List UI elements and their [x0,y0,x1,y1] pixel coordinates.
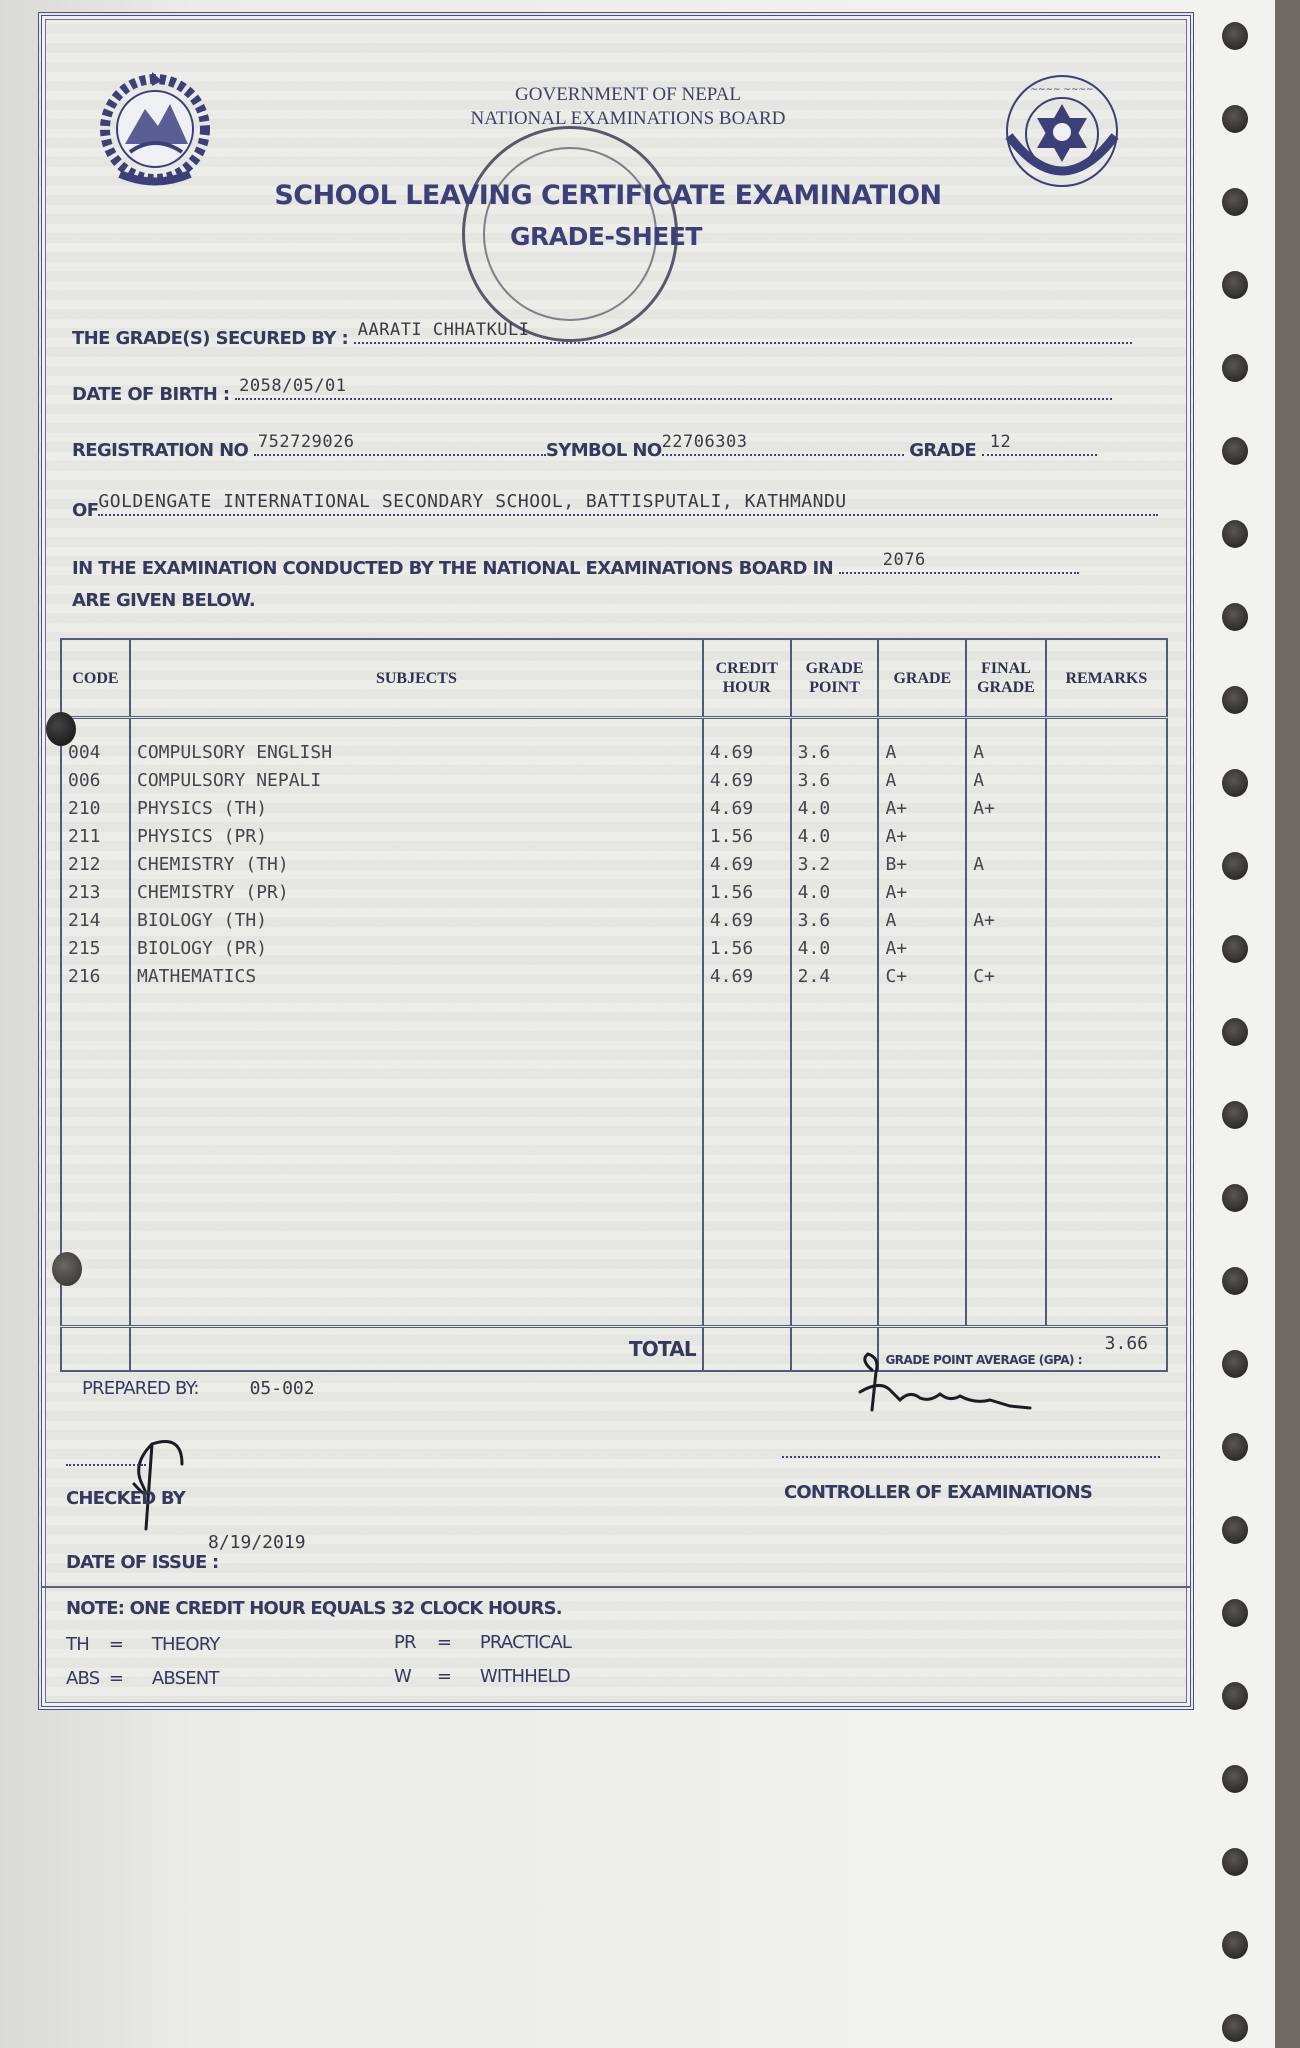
grade-sheet [38,12,1194,1710]
punch-hole [1222,1765,1248,1793]
cell-grade-point: 4.0 [791,795,879,823]
exam-conducted-label: IN THE EXAMINATION CONDUCTED BY THE NATIONAL EXAMINATIONS BOARD IN [72,558,834,579]
grade-label: GRADE [909,440,977,461]
credit-hour-note: NOTE: ONE CREDIT HOUR EQUALS 32 CLOCK HOURS. [66,1598,562,1619]
cell-subject: COMPULSORY ENGLISH [130,739,703,767]
cell-remarks [1046,823,1167,851]
prepared-by-value: 05-002 [249,1378,315,1399]
cell-remarks [1046,739,1167,767]
cell-grade-point: 3.2 [791,851,879,879]
cell-remarks [1046,851,1167,879]
cell-grade: A+ [878,795,966,823]
total-credit [703,1327,791,1372]
controller-line [782,1456,1160,1458]
table-filler [61,991,1167,1327]
punch-hole [1222,1350,1248,1378]
school-name: GOLDENGATE INTERNATIONAL SECONDARY SCHOOL, BATTISPUTALI, KATHMANDU [98,491,847,512]
cell-grade-point: 4.0 [791,823,879,851]
cell-credit-hour: 4.69 [703,739,791,767]
cell-code: 211 [61,823,130,851]
cell-final-grade: A+ [966,795,1045,823]
cell-remarks [1046,879,1167,907]
field-exam-year [72,550,1079,579]
abbr-th [66,1634,219,1655]
cell-credit-hour: 1.56 [703,935,791,963]
table-row [61,739,1167,767]
punch-hole [1222,1599,1248,1627]
cell-grade: A [878,739,966,767]
cell-final-grade [966,879,1045,907]
cell-grade-point: 4.0 [791,879,879,907]
field-date-of-birth [72,376,1112,405]
cell-subject: CHEMISTRY (PR) [130,879,703,907]
table-row [61,907,1167,935]
of-label: OF [72,500,99,521]
exam-year-line [839,550,1079,574]
table-row [61,963,1167,991]
cell-remarks [1046,767,1167,795]
board-heading: NATIONAL EXAMINATIONS BOARD [470,108,786,129]
cell-grade: C+ [878,963,966,991]
cell-grade: A+ [878,935,966,963]
grade-line [982,432,1097,456]
tractor-feed-holes [1222,0,1262,2048]
col-final-grade: FINAL GRADE [966,639,1045,718]
cell-credit-hour: 4.69 [703,795,791,823]
table-row [61,795,1167,823]
cell-credit-hour: 4.69 [703,963,791,991]
registration-line [254,432,546,456]
cell-grade-point: 3.6 [791,739,879,767]
cell-final-grade [966,823,1045,851]
punch-hole [1222,769,1248,797]
table-row [61,935,1167,963]
footer-divider [42,1586,1190,1588]
punch-hole [1222,188,1248,216]
cell-subject: COMPULSORY NEPALI [130,767,703,795]
government-heading: GOVERNMENT OF NEPAL [515,84,741,105]
abbr-code: TH [66,1634,89,1655]
table-row [61,767,1167,795]
date-of-birth: 2058/05/01 [239,376,347,396]
abbr-w [394,1666,570,1687]
cell-credit-hour: 1.56 [703,879,791,907]
punch-hole [46,712,76,746]
controller-label: CONTROLLER OF EXAMINATIONS [784,1482,1093,1503]
registration-number: 752729026 [257,432,355,452]
cell-code: 004 [61,739,130,767]
gpa-label: GRADE POINT AVERAGE (GPA) : [885,1353,1083,1367]
abbr-equals: = [436,1666,452,1687]
date-of-issue: 8/19/2019 [208,1532,306,1553]
cell-subject: MATHEMATICS [130,963,703,991]
punch-hole [1222,603,1248,631]
cell-code: 215 [61,935,130,963]
secured-by-label: THE GRADE(S) SECURED BY : [72,328,349,349]
table-spacer [61,718,1167,740]
sheet-title: GRADE-SHEET [510,222,702,251]
table-row [61,823,1167,851]
punch-hole [1222,105,1248,133]
cell-subject: PHYSICS (TH) [130,795,703,823]
abbr-meaning: PRACTICAL [479,1632,572,1653]
cell-credit-hour: 1.56 [703,823,791,851]
cell-remarks [1046,795,1167,823]
cell-grade: A+ [878,879,966,907]
cell-subject: PHYSICS (PR) [130,823,703,851]
svg-text:~~~~ ~~~~: ~~~~ ~~~~ [1030,85,1094,95]
prepared-by [82,1378,315,1399]
punch-hole [1222,1184,1248,1212]
abbr-pr [394,1632,571,1653]
prepared-by-label: PREPARED BY: [82,1378,199,1399]
abbr-code: ABS [66,1668,100,1689]
punch-hole [1222,1682,1248,1710]
abbr-meaning: ABSENT [151,1668,219,1689]
punch-hole [1222,1101,1248,1129]
cell-code: 210 [61,795,130,823]
cell-credit-hour: 4.69 [703,767,791,795]
punch-hole [1222,1267,1248,1295]
punch-hole [1222,22,1248,50]
student-name: AARATI CHHATKULI [357,320,530,340]
abbr-equals: = [108,1634,124,1655]
table-row [61,879,1167,907]
abbr-code: PR [394,1632,416,1653]
symbol-number: 22706303 [661,432,748,452]
checked-by-label: CHECKED BY [66,1488,186,1509]
col-subjects: SUBJECTS [130,639,703,718]
cell-grade-point: 2.4 [791,963,879,991]
punch-hole [1222,2014,1248,2042]
abbr-equals: = [436,1632,452,1653]
grade-value: 12 [989,432,1012,452]
exam-year: 2076 [882,550,926,570]
cell-final-grade: A [966,851,1045,879]
dob-label: DATE OF BIRTH : [72,384,230,405]
col-code: CODE [61,639,130,718]
checked-by-signature [112,1434,202,1534]
punch-hole [1222,1018,1248,1046]
cell-final-grade: A+ [966,907,1045,935]
table-row [61,851,1167,879]
grades-table [60,638,1168,1372]
field-registration [72,432,1097,461]
punch-hole [1222,1516,1248,1544]
punch-hole [1222,852,1248,880]
dob-line [235,376,1112,400]
total-label: TOTAL [130,1327,703,1372]
cell-final-grade: C+ [966,963,1045,991]
cell-grade: A+ [878,823,966,851]
controller-signature [850,1350,1050,1430]
cell-grade: B+ [878,851,966,879]
punch-hole [1222,1931,1248,1959]
abbr-code: W [394,1666,411,1687]
punch-hole [1222,354,1248,382]
cell-code: 214 [61,907,130,935]
cell-remarks [1046,935,1167,963]
cell-remarks [1046,907,1167,935]
cell-final-grade: A [966,767,1045,795]
abbr-meaning: THEORY [151,1634,220,1655]
cell-remarks [1046,963,1167,991]
cell-code: 216 [61,963,130,991]
cell-code: 213 [61,879,130,907]
punch-hole [1222,1848,1248,1876]
cell-code: 006 [61,767,130,795]
date-of-issue-label: DATE OF ISSUE : [66,1552,219,1573]
given-below: ARE GIVEN BELOW. [72,590,256,611]
exam-title: SCHOOL LEAVING CERTIFICATE EXAMINATION [274,180,942,211]
cell-grade: A [878,907,966,935]
punch-hole [1222,271,1248,299]
punch-hole [1222,935,1248,963]
abbr-meaning: WITHHELD [479,1666,570,1687]
cell-grade-point: 4.0 [791,935,879,963]
cell-grade-point: 3.6 [791,767,879,795]
punch-hole [1222,437,1248,465]
symbol-label: SYMBOL NO [545,440,662,461]
punch-hole [1222,686,1248,714]
total-empty [61,1327,130,1372]
checked-by-line [66,1464,146,1466]
punch-hole [1222,520,1248,548]
table-header-row [61,639,1167,718]
col-credit-hour: CREDIT HOUR [703,639,791,718]
cell-credit-hour: 4.69 [703,851,791,879]
punch-hole [52,1252,82,1286]
cell-final-grade [966,935,1045,963]
cell-subject: BIOLOGY (TH) [130,907,703,935]
school-line [98,491,1158,516]
col-grade-point: GRADE POINT [791,639,879,718]
background-surface [1275,0,1300,2048]
symbol-line [661,432,904,456]
col-remarks: REMARKS [1046,639,1167,718]
cell-code: 212 [61,851,130,879]
abbr-equals: = [108,1668,124,1689]
field-school [72,491,1158,521]
cell-subject: CHEMISTRY (TH) [130,851,703,879]
gpa-value: 3.66 [1104,1333,1148,1354]
name-line [354,320,1132,344]
abbr-abs [66,1668,219,1689]
registration-label: REGISTRATION NO [72,440,249,461]
punch-hole [1222,1433,1248,1461]
field-secured-by [72,320,1132,349]
cell-credit-hour: 4.69 [703,907,791,935]
cell-final-grade: A [966,739,1045,767]
cell-grade: A [878,767,966,795]
cell-grade-point: 3.6 [791,907,879,935]
cell-subject: BIOLOGY (PR) [130,935,703,963]
col-grade: GRADE [878,639,966,718]
